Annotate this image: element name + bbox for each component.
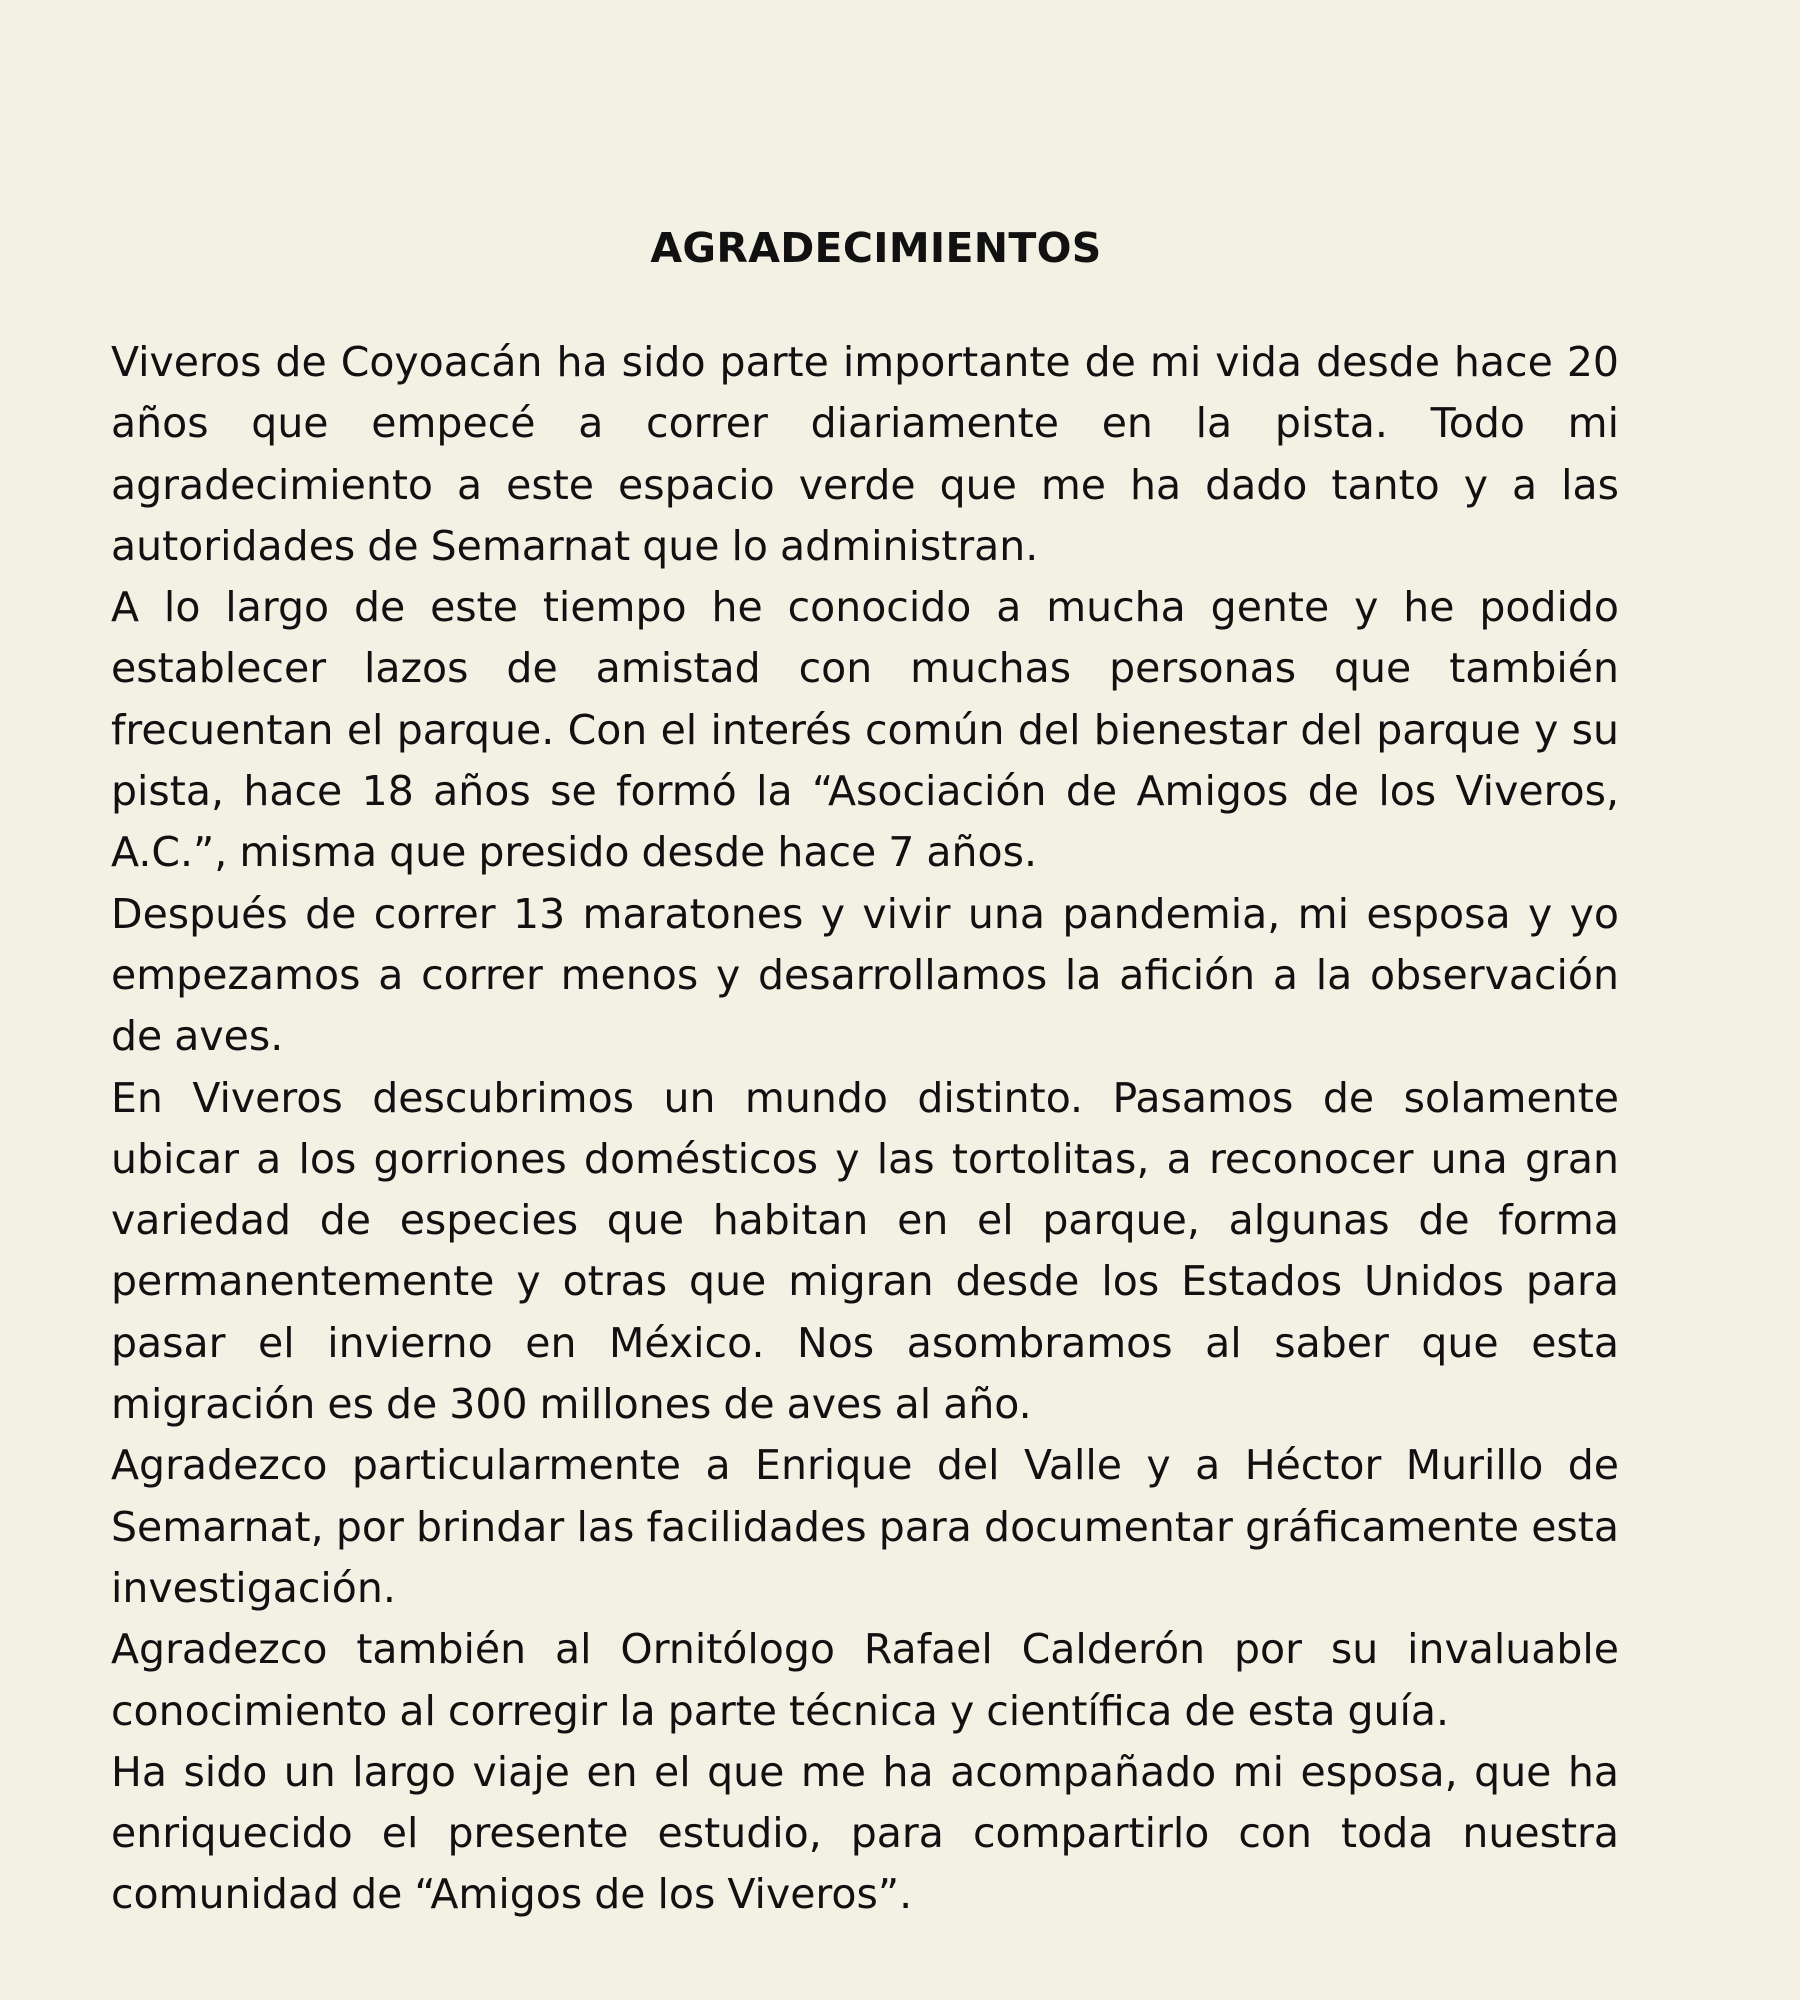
page-title: AGRADECIMIENTOS	[650, 224, 1102, 272]
paragraph-asociacion: A lo largo de este tiempo he conocido a mucha gente y he podido establecer lazos de amistad con muchas personas que también frecuentan el parque. Con el interés común del bienestar del parque y su pista, hace 18 años se formó la “Asociación de Amigos de los Viveros, A.C.”, misma que presido desde hace 7 años.	[111, 583, 1619, 877]
paragraph-agradecimiento-ornitologo: Agradezco también al Ornitólogo Rafael Calderón por su invaluable conocimiento al corregir la parte técnica y científica de esta guía.	[111, 1625, 1619, 1735]
paragraph-agradecimiento-semarnat: Agradezco particularmente a Enrique del Valle y a Héctor Murillo de Semarnat, por brindar las facilidades para documentar gráficamente esta investigación.	[111, 1441, 1619, 1612]
paragraph-mundo-distinto: En Viveros descubrimos un mundo distinto. Pasamos de solamente ubicar a los gorriones domésticos y las tortolitas, a reconocer una gran variedad de especies que habitan en el parque, algunas de forma permanentemente y otras que migran desde los Estados Unidos para pasar el invierno en México. Nos asombramos al saber que esta migración es de 300 millones de aves al año.	[111, 1073, 1619, 1429]
paragraph-viveros-intro: Viveros de Coyoacán ha sido parte importante de mi vida desde hace 20 años que empecé a correr diariamente en la pista. Todo mi agradecimiento a este espacio verde que me ha dado tanto y a las autoridades de Semarnat que lo administran.	[111, 338, 1619, 570]
document-body	[111, 220, 1619, 1926]
paragraph-observacion-aves: Después de correr 13 maratones y vivir una pandemia, mi esposa y yo empezamos a correr menos y desarrollamos la afición a la observación de aves.	[111, 889, 1619, 1061]
paragraph-largo-viaje: Ha sido un largo viaje en el que me ha acompañado mi esposa, que ha enriquecido el presente estudio, para compartirlo con toda nuestra comunidad de “Amigos de los Viveros”.	[111, 1747, 1619, 1919]
